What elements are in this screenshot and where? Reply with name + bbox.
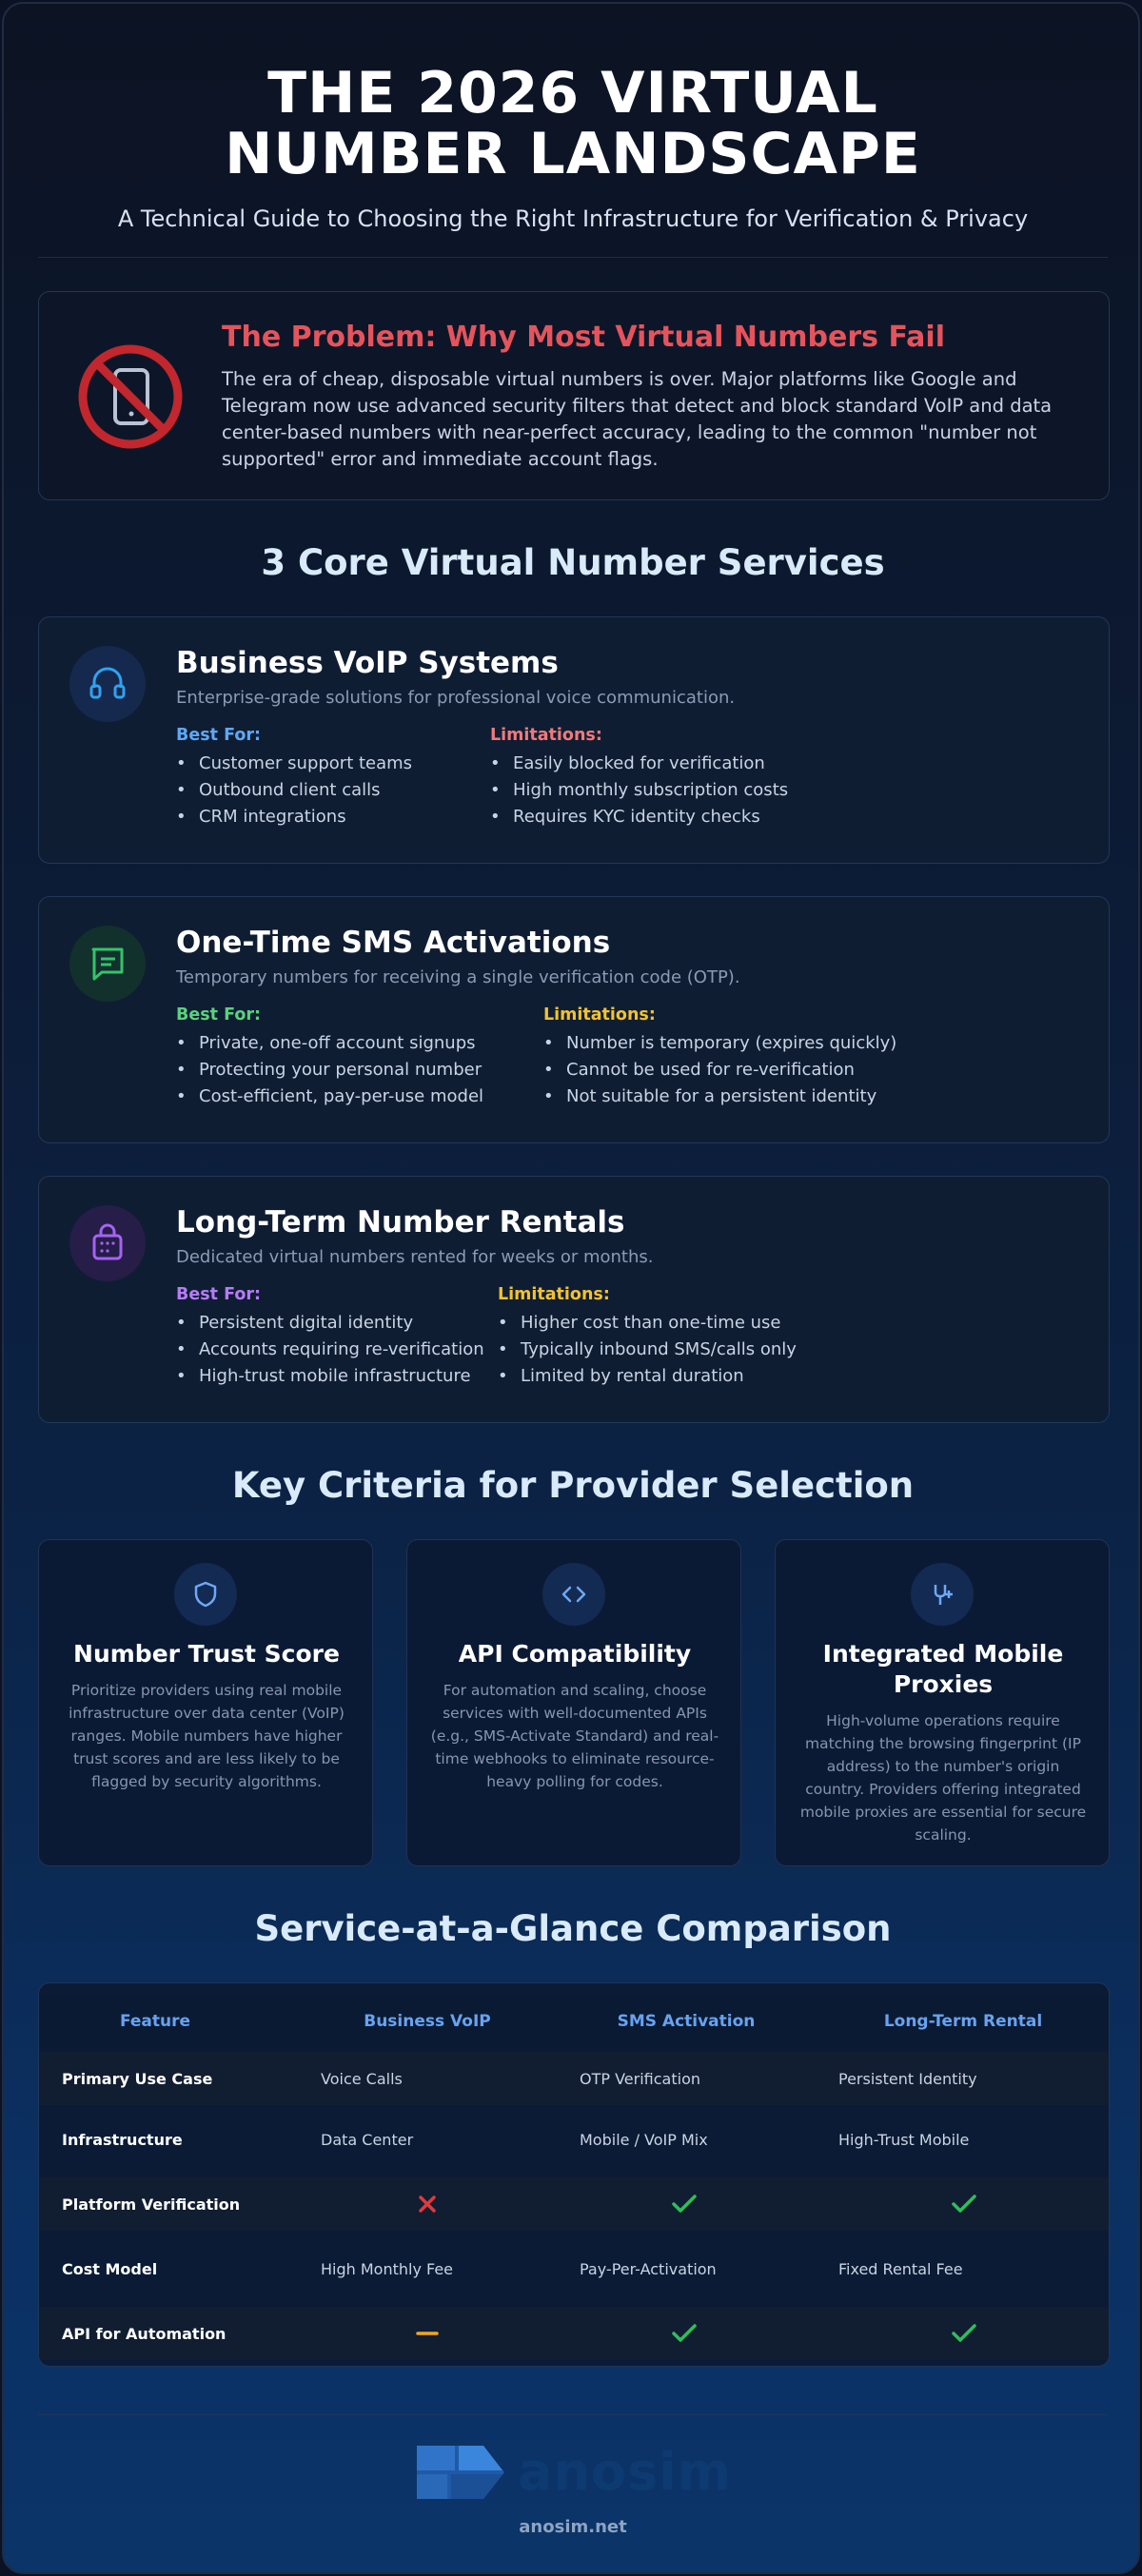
- check-icon: [671, 2193, 698, 2215]
- list-item: • High monthly subscription costs: [490, 777, 788, 804]
- list-item: • Protecting your personal number: [176, 1057, 483, 1083]
- table-cell: [399, 2307, 456, 2360]
- list-item: • Not suitable for a persistent identity: [543, 1083, 896, 1110]
- criteria-card-proxies: [775, 1539, 1110, 1866]
- criteria-section-title: Key Criteria for Provider Selection: [231, 1465, 915, 1506]
- table-row: [39, 2242, 1110, 2295]
- divider: [38, 257, 1108, 258]
- best-for-column: [176, 1285, 484, 1390]
- criteria-card-api: [406, 1539, 741, 1866]
- table-cell: OTP Verification: [580, 2069, 700, 2088]
- service-description: Enterprise-grade solutions for professional voice communication.: [176, 688, 736, 708]
- table-header-row: [39, 1995, 1110, 2048]
- list-item: • Private, one-off account signups: [176, 1030, 483, 1057]
- feature-cell: API for Automation: [62, 2324, 226, 2343]
- service-card-sms: [38, 896, 1110, 1143]
- header: [4, 60, 1140, 232]
- table-cell: [935, 2177, 993, 2231]
- list-item: • High-trust mobile infrastructure: [176, 1363, 484, 1390]
- limitations-label: Limitations:: [543, 1005, 656, 1025]
- list-item: • Customer support teams: [176, 751, 412, 777]
- best-for-label: Best For:: [176, 1285, 261, 1304]
- icon-container: [69, 646, 146, 722]
- limitations-column: [498, 1285, 797, 1390]
- table-row: [39, 2307, 1110, 2360]
- list-item: • Typically inbound SMS/calls only: [498, 1337, 797, 1363]
- list-item: • Cost-efficient, pay-per-use model: [176, 1083, 483, 1110]
- table-cell: [656, 2307, 713, 2360]
- list-item: • Persistent digital identity: [176, 1310, 484, 1337]
- limitations-label: Limitations:: [490, 726, 602, 745]
- column-header: Long-Term Rental: [883, 2012, 1043, 2031]
- limitations-label: Limitations:: [498, 1285, 610, 1304]
- service-title: One-Time SMS Activations: [176, 926, 611, 960]
- feature-cell: Primary Use Case: [62, 2069, 213, 2088]
- best-for-label: Best For:: [176, 726, 261, 745]
- service-description: Temporary numbers for receiving a single verification code (OTP).: [176, 967, 740, 987]
- check-icon: [951, 2322, 977, 2345]
- table-cell: Persistent Identity: [838, 2069, 977, 2088]
- network-icon: [927, 1579, 957, 1610]
- criteria-title: API Compatibility: [458, 1640, 692, 1668]
- sim-card-icon: [87, 1222, 128, 1264]
- table-cell: [656, 2177, 713, 2231]
- service-title: Business VoIP Systems: [176, 646, 559, 680]
- table-cell: Voice Calls: [321, 2069, 403, 2088]
- shield-icon: [190, 1579, 221, 1610]
- list-item: • Outbound client calls: [176, 777, 412, 804]
- page-title: THE 2026 VIRTUAL NUMBER LANDSCAPE: [225, 60, 921, 187]
- list-item: • Higher cost than one-time use: [498, 1310, 797, 1337]
- table-cell: Data Center: [321, 2130, 414, 2149]
- icon-container: [911, 1563, 974, 1626]
- criteria-text: Prioritize providers using real mobile infrastructure over data center (VoIP) ranges. Mobile numbers have higher trust scores and are less likely to be flagged by security algorithms.: [69, 1682, 345, 1790]
- dash-icon: [416, 2322, 439, 2345]
- list-item: • Cannot be used for re-verification: [543, 1057, 896, 1083]
- table-cell: Mobile / VoIP Mix: [580, 2130, 708, 2149]
- problem-text: The era of cheap, disposable virtual numbers is over. Major platforms like Google and Telegram now use advanced security filters that detect and block standard VoIP and data center-based numbers with near-perfect accuracy, leading to the common "number not supported" error and immediate account flags.: [222, 368, 1053, 470]
- comparison-section-title: Service-at-a-Glance Comparison: [254, 1908, 892, 1949]
- service-title: Long-Term Number Rentals: [176, 1205, 625, 1239]
- table-row: [39, 2113, 1110, 2166]
- headset-icon: [87, 663, 128, 705]
- best-for-label: Best For:: [176, 1005, 261, 1025]
- table-cell: [935, 2307, 993, 2360]
- column-header: Feature: [119, 2012, 191, 2031]
- limitations-column: [543, 1005, 896, 1110]
- criteria-text: For automation and scaling, choose services with well-documented APIs (e.g., SMS-Activate Standard) and real-time webhooks to eliminate resource-heavy polling for codes.: [430, 1682, 719, 1790]
- table-row: [39, 2177, 1110, 2231]
- list-item: • Requires KYC identity checks: [490, 804, 788, 830]
- list-item: • Easily blocked for verification: [490, 751, 788, 777]
- criteria-title: Number Trust Score: [73, 1640, 340, 1668]
- table-cell: Fixed Rental Fee: [838, 2259, 963, 2278]
- list-item: • Accounts requiring re-verification: [176, 1337, 484, 1363]
- code-icon: [559, 1579, 589, 1610]
- service-description: Dedicated virtual numbers rented for weeks or months.: [176, 1247, 654, 1267]
- problem-card: [38, 291, 1110, 500]
- criteria-title: Integrated Mobile Proxies: [822, 1640, 1064, 1698]
- page-subtitle: A Technical Guide to Choosing the Right Infrastructure for Verification & Privacy: [117, 205, 1029, 232]
- list-item: • CRM integrations: [176, 804, 412, 830]
- limitations-column: [490, 726, 788, 830]
- criteria-card-trust: [38, 1539, 373, 1866]
- column-header: SMS Activation: [617, 2012, 756, 2031]
- site-url[interactable]: anosim.net: [519, 2517, 627, 2537]
- icon-container: [69, 926, 146, 1002]
- problem-title: The Problem: Why Most Virtual Numbers Fail: [222, 321, 945, 354]
- check-icon: [671, 2322, 698, 2345]
- feature-cell: Cost Model: [62, 2259, 158, 2278]
- service-card-rental: [38, 1176, 1110, 1423]
- table-cell: High Monthly Fee: [321, 2259, 454, 2278]
- table-cell: High-Trust Mobile: [838, 2130, 970, 2149]
- icon-container: [542, 1563, 605, 1626]
- feature-cell: Platform Verification: [62, 2195, 241, 2214]
- list-item: • Limited by rental duration: [498, 1363, 797, 1390]
- icon-container: [69, 1205, 146, 1281]
- best-for-column: [176, 726, 412, 830]
- icon-container: [174, 1563, 237, 1626]
- table-cell: [399, 2177, 456, 2231]
- best-for-column: [176, 1005, 483, 1110]
- comparison-table: [38, 1982, 1110, 2367]
- infographic: [2, 2, 1140, 2574]
- divider: [38, 2414, 1108, 2415]
- logo-text: anosim: [518, 2442, 732, 2502]
- cross-icon: [416, 2193, 439, 2215]
- phone-blocked-icon: [75, 342, 186, 452]
- table-row: [39, 2052, 1110, 2105]
- brand-logo: [415, 2442, 738, 2503]
- column-header: Business VoIP: [364, 2012, 491, 2031]
- feature-cell: Infrastructure: [62, 2130, 183, 2149]
- list-item: • Number is temporary (expires quickly): [543, 1030, 896, 1057]
- message-icon: [87, 943, 128, 985]
- services-section-title: 3 Core Virtual Number Services: [261, 542, 885, 583]
- check-icon: [951, 2193, 977, 2215]
- service-card-voip: [38, 616, 1110, 864]
- logo-mark-icon: [415, 2442, 506, 2503]
- table-cell: Pay-Per-Activation: [580, 2259, 717, 2278]
- criteria-text: High-volume operations require matching the browsing fingerprint (IP address) to the number's origin country. Providers offering integrated mobile proxies are essential for secure scaling.: [799, 1712, 1087, 1844]
